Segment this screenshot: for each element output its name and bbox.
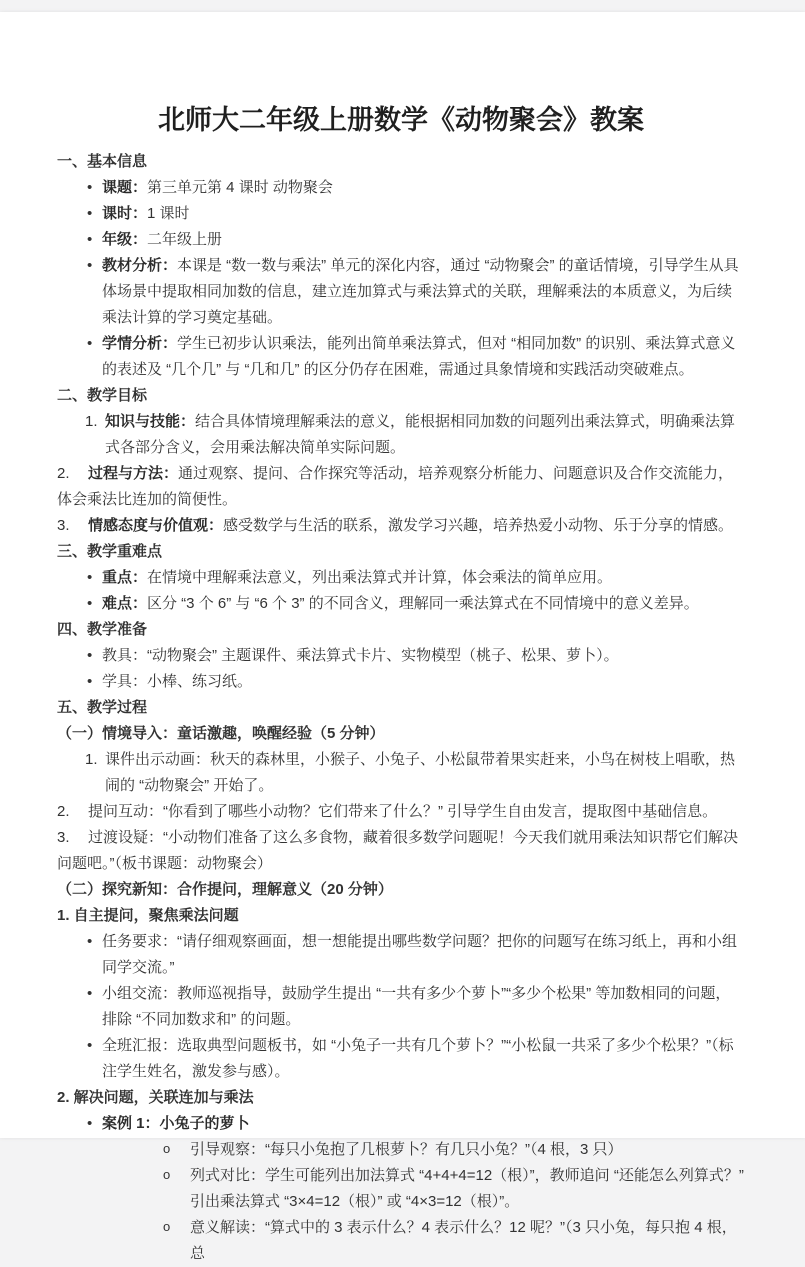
item-label: 课时：: [102, 205, 148, 223]
section-heading: [57, 383, 745, 409]
bullet-icon: •: [87, 673, 93, 691]
item-text: 过渡设疑：“小动物们准备了这么多食物，藏着很多数学问题呢！今天我们就用乘法知识帮它们解决问题吧。”（板书课题：动物聚会）: [57, 829, 738, 873]
item-label: 情感态度与价值观：: [88, 517, 224, 535]
item-text: 全班汇报：选取典型问题板书，如 “小兔子一共有几个萝卜？”“小松鼠一共采了多少个松果？”（标注学生姓名，激发参与感）。: [102, 1037, 734, 1081]
item-label: 年级：: [102, 231, 148, 249]
document-body: [57, 149, 745, 1267]
section-heading: [57, 617, 745, 643]
section-heading: [57, 149, 745, 175]
item-text: 在情境中理解乘法意义，列出乘法算式并计算，体会乘法的简单应用。: [147, 569, 613, 587]
item-label: 知识与技能：: [105, 413, 196, 431]
document-title: 北师大二年级上册数学《动物聚会》教案: [158, 105, 644, 135]
item-text: 教具：“动物聚会” 主题课件、乘法算式卡片、实物模型（桃子、松果、萝卜）。: [102, 647, 619, 665]
item-label: 案例 1：小兔子的萝卜: [102, 1115, 250, 1133]
item-number: 2.: [57, 465, 70, 483]
item-text: 课件出示动画：秋天的森林里，小猴子、小兔子、小松鼠带着果实赶来，小鸟在树枝上唱歌，热闹的 “动物聚会” 开始了。: [105, 751, 736, 795]
item-text: 结合具体情境理解乘法的意义，能根据相同加数的问题列出乘法算式，明确乘法算式各部分含义，会用乘法解决简单实际问题。: [105, 413, 736, 457]
heading-text: 四、教学准备: [57, 621, 148, 639]
item-text: 通过观察、提问、合作探究等活动，培养观察分析能力、问题意识及合作交流能力，体会乘法比连加的简便性。: [57, 465, 734, 509]
heading-text: 三、教学重难点: [57, 543, 163, 561]
item-label: 过程与方法：: [88, 465, 179, 483]
item-number: 1.: [85, 413, 98, 431]
bullet-icon: •: [87, 569, 93, 587]
item-label: 重点：: [102, 569, 148, 587]
section-heading: [57, 721, 745, 747]
numbered-item: [57, 461, 745, 513]
heading-text: 二、教学目标: [57, 387, 148, 405]
sub-bullet-item: [57, 1215, 745, 1267]
bullet-item: [57, 643, 745, 669]
bullet-icon: •: [87, 205, 93, 223]
bullet-item: [57, 565, 745, 591]
circle-bullet-icon: o: [163, 1167, 171, 1183]
bullet-icon: •: [87, 335, 93, 353]
heading-text: 一、基本信息: [57, 153, 148, 171]
subsection-heading: [57, 903, 745, 929]
bullet-icon: •: [87, 985, 93, 1003]
item-text: 第三单元第 4 课时 动物聚会: [147, 179, 333, 197]
section-heading: [57, 695, 745, 721]
item-text: 二年级上册: [147, 231, 223, 249]
bullet-item: [57, 591, 745, 617]
item-label: 难点：: [102, 595, 148, 613]
circle-bullet-icon: o: [163, 1219, 171, 1235]
sub-bullet-item: [57, 1163, 745, 1215]
item-label: 学情分析：: [102, 335, 178, 353]
sub-bullet-item: [57, 1137, 745, 1163]
numbered-item: [57, 409, 745, 461]
bullet-icon: •: [87, 933, 93, 951]
item-text: 1 课时: [147, 205, 190, 223]
item-text: 本课是 “数一数与乘法” 单元的深化内容，通过 “动物聚会” 的童话情境，引导学生从具体场景中提取相同加数的信息，建立连加算式与乘法算式的关联，理解乘法的本质意义，为后续乘法计算的学习奠定基础。: [102, 257, 739, 327]
item-text: 学具：小棒、练习纸。: [102, 673, 253, 691]
numbered-item: [57, 747, 745, 799]
bullet-icon: •: [87, 231, 93, 249]
bullet-item: [57, 1111, 745, 1137]
item-number: 3.: [57, 829, 70, 847]
heading-text: 五、教学过程: [57, 699, 148, 717]
item-text: 引导观察：“每只小兔抱了几根萝卜？有几只小兔？”（4 根，3 只）: [190, 1141, 623, 1159]
bullet-item: [57, 175, 745, 201]
bullet-item: [57, 253, 745, 331]
bullet-icon: •: [87, 179, 93, 197]
subsection-heading: [57, 1085, 745, 1111]
item-label: 课题：: [102, 179, 148, 197]
numbered-item: [57, 513, 745, 539]
bullet-item: [57, 669, 745, 695]
numbered-item: [57, 825, 745, 877]
bullet-item: [57, 201, 745, 227]
bullet-icon: •: [87, 595, 93, 613]
item-text: 列式对比：学生可能列出加法算式 “4+4+4=12（根）”，教师追问 “还能怎么列算式？” 引出乘法算式 “3×4=12（根）” 或 “4×3=12（根）”。: [190, 1167, 744, 1211]
bullet-item: [57, 331, 745, 383]
bullet-item: [57, 981, 745, 1033]
item-text: 意义解读：“算式中的 3 表示什么？4 表示什么？12 呢？”（3 只小兔，每只抱 4 根，总: [190, 1219, 737, 1263]
heading-text: （二）探究新知：合作提问，理解意义（20 分钟）: [57, 881, 393, 899]
item-text: 学生已初步认识乘法，能列出简单乘法算式，但对 “相同加数” 的识别、乘法算式意义的表述及 “几个几” 与 “几和几” 的区分仍存在困难，需通过具象情境和实践活动突破难点。: [102, 335, 736, 379]
bullet-icon: •: [87, 647, 93, 665]
section-heading: [57, 539, 745, 565]
item-text: 感受数学与生活的联系，激发学习兴趣，培养热爱小动物、乐于分享的情感。: [223, 517, 734, 535]
item-text: 提问互动：“你看到了哪些小动物？它们带来了什么？” 引导学生自由发言，提取图中基础信息。: [88, 803, 718, 821]
item-text: 小组交流：教师巡视指导，鼓励学生提出 “一共有多少个萝卜”“多少个松果” 等加数相同的问题，排除 “不同加数求和” 的问题。: [102, 985, 731, 1029]
item-number: 1.: [85, 751, 98, 769]
bullet-icon: •: [87, 1037, 93, 1055]
bullet-icon: •: [87, 257, 93, 275]
numbered-item: [57, 799, 745, 825]
section-heading: [57, 877, 745, 903]
heading-text: 1. 自主提问，聚焦乘法问题: [57, 907, 239, 925]
bullet-item: [57, 227, 745, 253]
item-text: 区分 “3 个 6” 与 “6 个 3” 的不同含义，理解同一乘法算式在不同情境中的意义差异。: [147, 595, 699, 613]
bullet-item: [57, 929, 745, 981]
circle-bullet-icon: o: [163, 1141, 171, 1157]
bullet-icon: •: [87, 1115, 93, 1133]
bullet-item: [57, 1033, 745, 1085]
item-label: 教材分析：: [102, 257, 178, 275]
item-text: 任务要求：“请仔细观察画面，想一想能提出哪些数学问题？把你的问题写在练习纸上，再和小组同学交流。”: [102, 933, 737, 977]
document-page: [0, 12, 805, 1263]
heading-text: （一）情境导入：童话激趣，唤醒经验（5 分钟）: [57, 725, 385, 743]
heading-text: 2. 解决问题，关联连加与乘法: [57, 1089, 254, 1107]
item-number: 3.: [57, 517, 70, 535]
item-number: 2.: [57, 803, 70, 821]
